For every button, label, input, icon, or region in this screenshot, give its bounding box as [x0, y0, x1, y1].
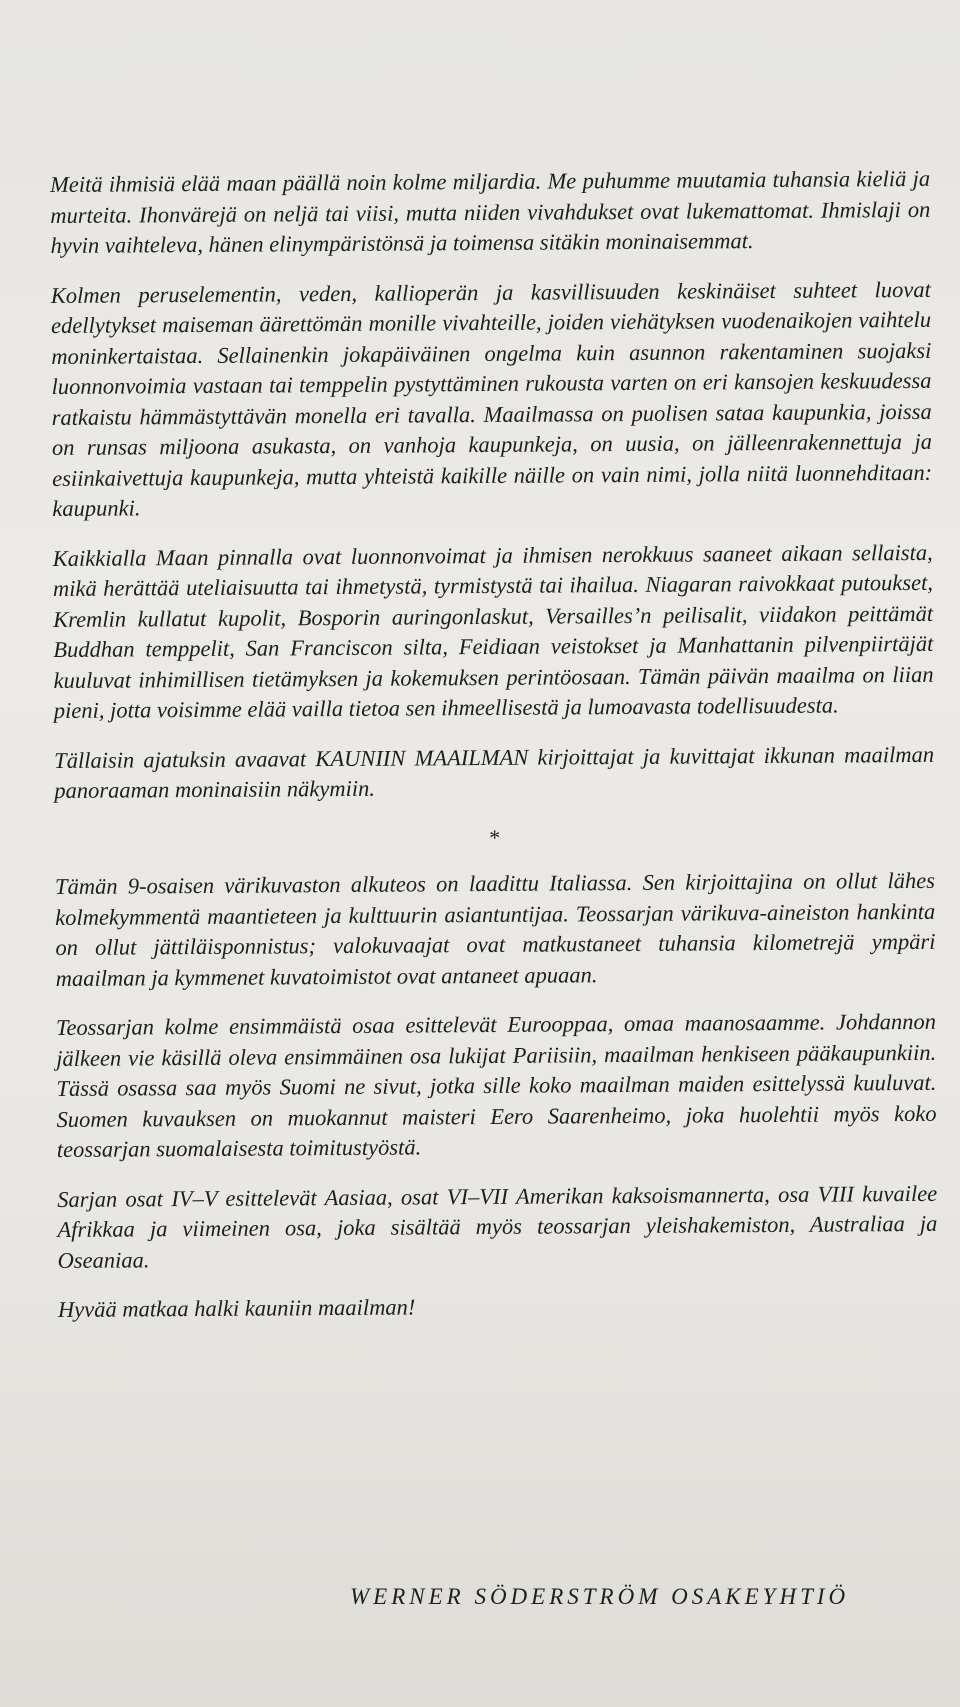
paragraph-other-volumes: Sarjan osat IV–V esittelevät Aasiaa, osat VI–VII Amerikan kaksoismannerta, osa VIII kuvailee Afrikkaa ja viimeinen osa, joka sisältää myös teossarjan yleishakemiston, Australiaa ja Oseaniaa. [57, 1180, 938, 1273]
paragraph-original-work: Tämän 9-osaisen värikuvaston alkuteos on laadittu Italiassa. Sen kirjoittajina on ollut lähes kolmekymmentä maantieteen ja kulttuurin asiantuntijaa. Teossarjan värikuva-aineiston hankinta on ollut jättiläisponnistus; valokuvaajat ovat matkustaneet tuhansia kilometrejä ympäri maailman ja kymmenet kuvatoimistot ovat antaneet apuaan. [54, 867, 936, 991]
section-separator: * [489, 824, 501, 850]
paragraph-farewell: Hyvää matkaa halki kauniin maailman! [57, 1294, 416, 1322]
paragraph-authors: Tällaisin ajatuksin avaavat KAUNIIN MAAILMAN kirjoittajat ja kuvittajat ikkunan maailman panoraaman moninaisiin näkymiin. [54, 741, 935, 803]
paragraph-landscape: Kolmen peruselementin, veden, kallioperän ja kasvillisuuden keskinäiset suhteet luovat edellytykset maiseman äärettömän monille vivahteille, joiden viehätyksen vuodenaikojen vaihtelu moninkertaistaa. Sellainenkin jokapäiväinen ongelma kuin asunnon rakentaminen suojaksi luonnonvoimia vastaan tai temppelin pystyttäminen rukousta varten on eri kansojen keskuudessa ratkaistu hämmästyttävän monella eri tavalla. Maailmassa on puolisen sataa kaupunkia, joissa on runsas miljoona asukasta, on vanhoja kaupunkeja, on uusia, on jälleenrakennettuja ja esiinkaivettuja kaupunkeja, mutta yhteistä kaikille näille on vain nimi, jolla niitä luonnehditaan: kaupunki. [50, 276, 933, 521]
body-text [50, 164, 938, 1345]
publisher-signature: WERNER SÖDERSTRÖM OSAKEYHTIÖ [350, 1584, 850, 1609]
paragraph-wonders: Kaikkialla Maan pinnalla ovat luonnonvoimat ja ihmisen nerokkuus saaneet aikaan sellaista, mikä herättää uteliaisuutta tai ihmetystä, tyrmistystä tai ihailua. Niagaran raivokkaat putoukset, Kremlin kullatut kupolit, Bosporin auringonlaskut, Versailles’n peilisalit, viidakon peittämät Buddhan temppelit, San Franciscon silta, Feidiaan veistokset ja Manhattanin pilvenpiirtäjät kuuluvat inhimillisen tietämyksen ja kokemuksen perintöosaan. Tämän päivän maailma on liian pieni, jotta voisimme elää vailla tietoa sen ihmeellisestä ja lumoavasta todellisuudesta. [52, 539, 934, 723]
paragraph-population: Meitä ihmisiä elää maan päällä noin kolme miljardia. Me puhumme muutamia tuhansia kieliä ja murteita. Ihonvärejä on neljä tai viisi, mutta niiden vivahdukset ovat lukemattomat. Ihmislaji on hyvin vaihteleva, hänen elinympäristönsä ja toimensa sitäkin moninaisemmat. [50, 165, 931, 258]
paragraph-europe-volumes: Teossarjan kolme ensimmäistä osaa esittelevät Eurooppaa, omaa maanosaamme. Johdannon jälkeen vie käsillä oleva ensimmäinen osa lukijat Pariisiin, maailman henkiseen pääkaupunkiin. Tässä osassa saa myös Suomi ne sivut, jotka sille koko maailman maiden esittelyssä kuuluvat. Suomen kuvauksen on muokannut maisteri Eero Saarenheimo, joka huolehtii myös koko teossarjan suomalaisesta toimitustyöstä. [55, 1008, 937, 1162]
